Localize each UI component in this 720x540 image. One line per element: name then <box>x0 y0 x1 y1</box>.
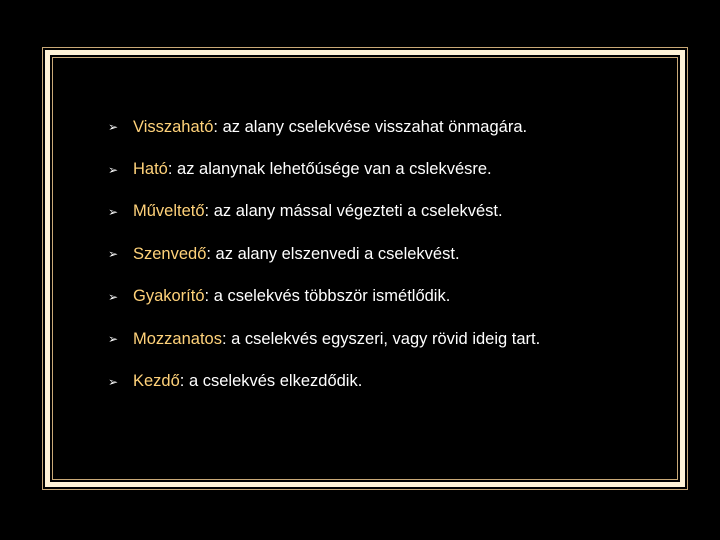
arrow-bullet-icon: ➢ <box>108 247 119 262</box>
definition-text: : az alany elszenvedi a cselekvést. <box>206 244 460 263</box>
definition-text: : az alanynak lehetőúsége van a cslekvésre. <box>167 160 492 179</box>
list-item <box>108 106 540 148</box>
term-label: Műveltető <box>133 202 205 221</box>
arrow-bullet-icon: ➢ <box>108 332 119 347</box>
arrow-bullet-icon: ➢ <box>108 204 119 219</box>
term-label: Ható <box>133 160 168 179</box>
definition-text: : az alany cselekvése visszahat önmagára. <box>213 117 528 136</box>
definition-text: : az alany mással végezteti a cselekvést. <box>204 202 503 221</box>
list-item <box>108 233 540 275</box>
definition-text: : a cselekvés egyszeri, vagy rövid ideig tart. <box>221 329 541 348</box>
term-label: Mozzanatos <box>133 329 222 348</box>
term-label: Szenvedő <box>133 244 207 263</box>
list-item <box>108 191 540 233</box>
bullet-list <box>108 106 540 403</box>
arrow-bullet-icon: ➢ <box>108 120 119 135</box>
term-label: Kezdő <box>133 372 180 391</box>
list-item <box>108 148 540 190</box>
list-item <box>108 360 540 402</box>
definition-text: : a cselekvés többször ismétlődik. <box>204 287 451 306</box>
list-item <box>108 276 540 318</box>
arrow-bullet-icon: ➢ <box>108 374 119 389</box>
term-label: Gyakorító <box>133 287 205 306</box>
list-item <box>108 318 540 360</box>
arrow-bullet-icon: ➢ <box>108 162 119 177</box>
term-label: Visszaható <box>133 117 214 136</box>
definition-text: : a cselekvés elkezdődik. <box>179 372 363 391</box>
arrow-bullet-icon: ➢ <box>108 289 119 304</box>
